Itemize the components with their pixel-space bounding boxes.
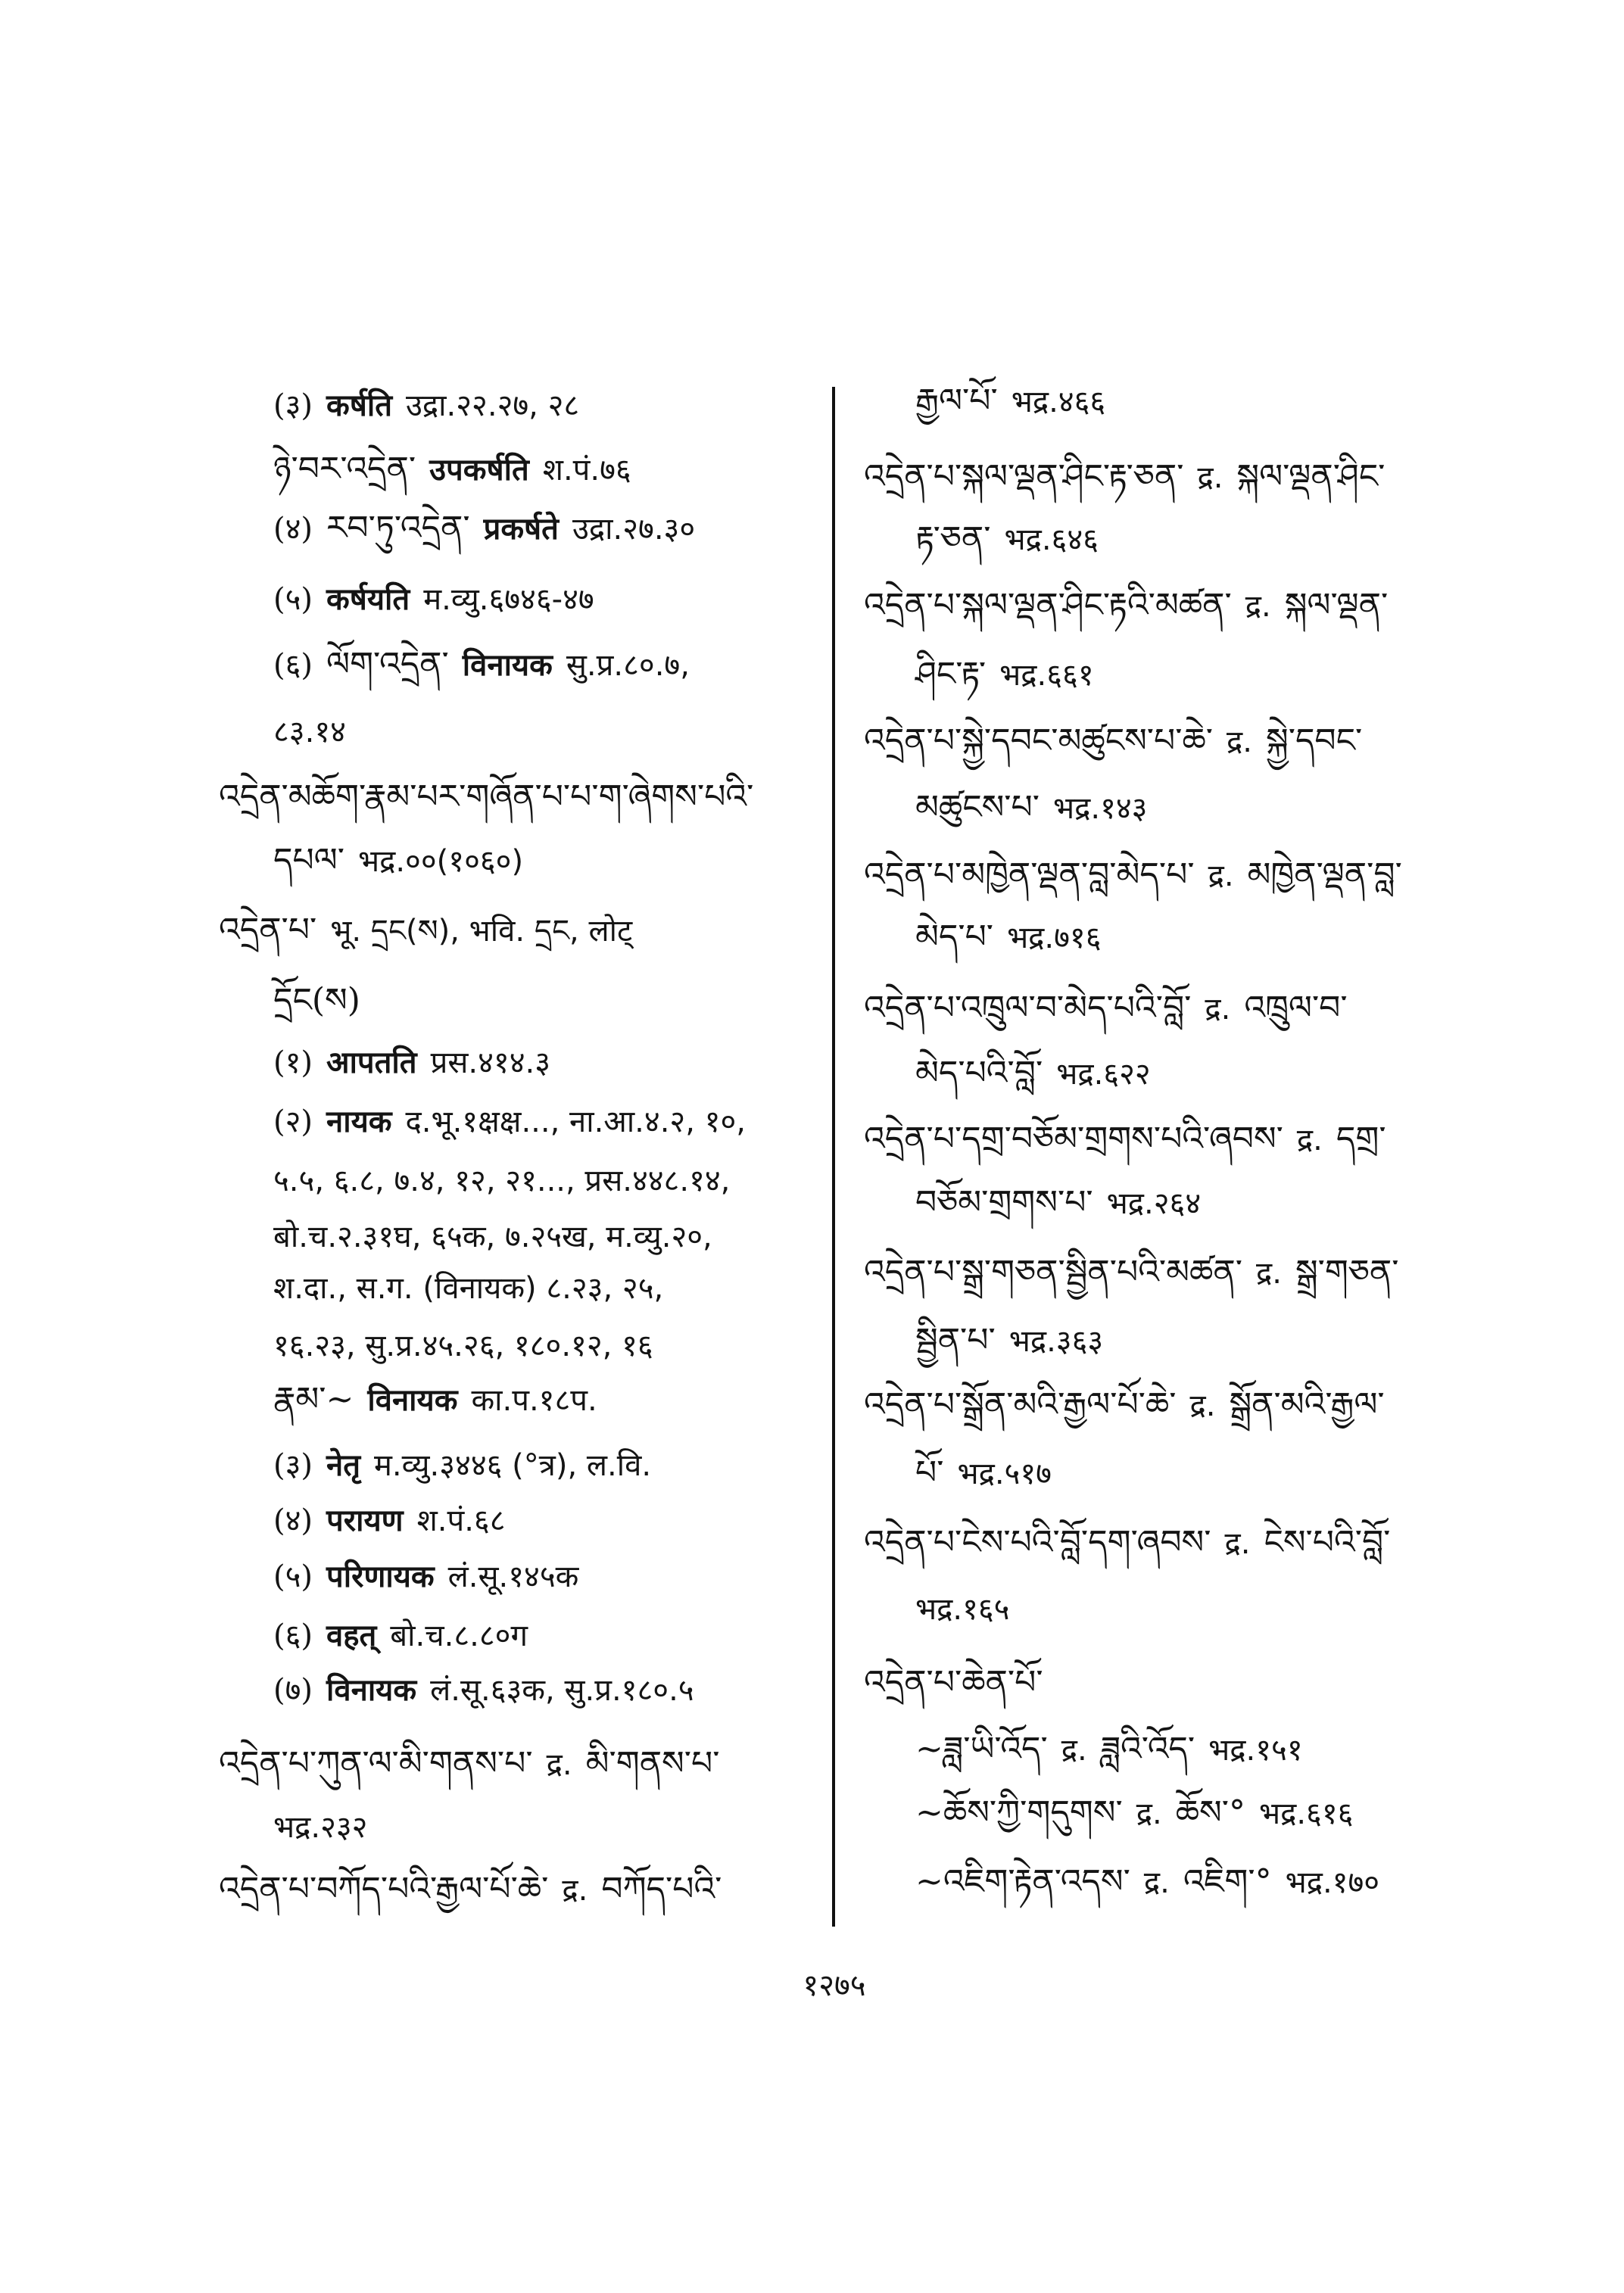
tibetan-term: རབ་ཏུ་འདྲེན་ — [326, 509, 470, 547]
see-also-marker: द्र. — [1227, 724, 1252, 759]
grammar-forms: भू. དྲང(ས), भवि. དྲང, लोट् — [330, 914, 633, 949]
headword-line — [864, 1382, 1398, 1428]
sense-number: (७) — [273, 1673, 313, 1708]
sense-number: (२) — [273, 1104, 313, 1139]
sense-number: (६) — [273, 1618, 313, 1653]
headword-line — [864, 583, 1401, 628]
tibetan-term: བཅོམ་གྲགས་པ་ — [915, 1183, 1093, 1222]
reference: म.व्यु.३४४६ (°त्र), ल.वि. — [374, 1448, 652, 1483]
continuation-line — [915, 652, 1108, 697]
headword-line — [864, 1520, 1404, 1566]
reference: भद्र.१५१ — [1208, 1733, 1303, 1768]
sense-line — [273, 1099, 759, 1145]
see-also-marker: द्र. — [1205, 992, 1231, 1027]
reference: भद्र.१६५ — [915, 1592, 1010, 1627]
sense-line — [273, 506, 709, 551]
tibetan-headword: འདྲེན་པ་སྐལ་ལྡན་ཤིང་རྟ་ཅན་ — [864, 457, 1184, 496]
tibetan-headword: འདྲེན་པ་བཀོད་པའི་རྒྱལ་པོ་ཆེ་ — [219, 1870, 549, 1908]
continuation-line — [915, 914, 1115, 960]
headword-line — [864, 454, 1398, 500]
continuation-line — [915, 785, 1161, 830]
see-also-marker: द्र. — [1208, 858, 1234, 893]
cross-reference-target: མི་གནས་པ་ — [585, 1744, 720, 1783]
cross-reference-target: ཆོས་° — [1175, 1793, 1245, 1832]
cross-reference-target: བཀོད་པའི་ — [601, 1870, 722, 1908]
reference: श.पं.६८ — [416, 1503, 506, 1538]
sanskrit-equivalent: आपतति — [326, 1045, 417, 1080]
tibetan-term: སྦྱིན་པ་ — [915, 1321, 996, 1360]
tibetan-term: རྟ་ཅན་ — [915, 519, 991, 558]
sense-line — [273, 1040, 564, 1086]
tibetan-headword: འདྲེན་མཆོག་རྣམ་པར་གཞོན་པ་པ་ག་ཞེགས་པའི་ — [219, 777, 754, 816]
continuation-line — [915, 1051, 1164, 1096]
reference: भद्र.२६४ — [1106, 1186, 1202, 1221]
continuation-line — [273, 1805, 381, 1850]
reference: ५.५, ६.८, ७.४, १२, २१..., प्रस.४४८.१४, — [273, 1164, 731, 1198]
see-also-marker: द्र. — [1061, 1733, 1087, 1768]
sense-number: (५) — [273, 1559, 313, 1594]
reference: ८३.१४ — [273, 715, 346, 749]
tibetan-headword: འདྲེན་པ་མཁྱེན་ལྡན་བླ་མེད་པ་ — [864, 855, 1195, 894]
reference: श.पं.७६ — [542, 453, 631, 488]
reference: भद्र.००(१०६०) — [357, 844, 524, 879]
reference: उद्रा.२२.२७, २८ — [406, 388, 580, 423]
cross-reference-target: སྐྱེ་དབང་ — [1266, 721, 1363, 760]
headword-line — [219, 908, 646, 953]
sense-number: (६) — [273, 648, 313, 683]
cross-reference-target: མཁྱེན་ལྡན་བླ་ — [1247, 855, 1402, 894]
right-column — [842, 0, 1599, 2293]
tibetan-term: ཤིང་རྟ་ — [915, 655, 987, 693]
cross-reference-target: ཟླའི་འོད་ — [1100, 1730, 1195, 1768]
sanskrit-equivalent: विनायक — [326, 1673, 417, 1708]
tibetan-term: མེད་པའི་བློ་ — [915, 1054, 1043, 1092]
sense-line — [273, 1377, 611, 1422]
tibetan-term: ཉེ་བར་འདྲེན་ — [273, 450, 416, 488]
sense-line — [273, 447, 645, 492]
sanskrit-equivalent: विनायक — [462, 648, 553, 683]
sub-entry-line — [915, 1859, 1393, 1905]
tibetan-headword: འདྲེན་པ་སྐྱེ་དབང་མཚུངས་པ་ཆེ་ — [864, 721, 1214, 760]
continuation-line — [273, 978, 374, 1023]
sense-number: (५) — [273, 582, 313, 617]
headword-line — [219, 1867, 735, 1912]
see-also-marker: द्र. — [1143, 1865, 1170, 1900]
continuation-line — [915, 1450, 1065, 1496]
headword-line — [219, 774, 767, 820]
sub-entry-line — [915, 1790, 1367, 1836]
tibetan-term: མེད་པ་ — [915, 918, 994, 956]
see-also-marker: द्र. — [1245, 589, 1271, 624]
tibetan-term: ལོག་འདྲེན་ — [326, 645, 449, 684]
continuation-line — [273, 1266, 677, 1311]
sense-number: (४) — [273, 1503, 313, 1538]
sense-line — [273, 1443, 665, 1488]
reference: भद्र.६२२ — [1056, 1057, 1151, 1092]
see-also-marker: द्र. — [1197, 460, 1223, 495]
see-also-marker: द्र. — [562, 1873, 588, 1908]
sense-line — [273, 1554, 592, 1600]
continuation-line — [273, 838, 537, 883]
see-also-marker: द्र. — [546, 1747, 572, 1782]
page-number: १२७५ — [803, 1968, 866, 2003]
tibetan-term: ~ཟླ་ཡི་འོད་ — [915, 1730, 1048, 1768]
tibetan-headword: འདྲེན་པ་ཆེན་པོ་ — [864, 1663, 1043, 1702]
reference: उद्रा.२७.३० — [572, 512, 696, 547]
reference: भद्र.१४३ — [1053, 791, 1148, 826]
column-divider — [832, 387, 835, 1927]
sanskrit-equivalent: परिणायक — [326, 1559, 435, 1594]
tibetan-term: རྒྱལ་པོ་ — [915, 382, 998, 420]
see-also-marker: द्र. — [1296, 1123, 1323, 1157]
reference: भद्र.४६६ — [1011, 385, 1106, 419]
continuation-line — [915, 1318, 1117, 1363]
sanskrit-equivalent: कर्षयति — [326, 582, 410, 617]
reference: लं.सू.६३क, सु.प्र.१८०.५ — [430, 1673, 694, 1708]
tibetan-term: རྣམ་~ — [273, 1380, 354, 1419]
reference: भद्र.२३२ — [273, 1810, 368, 1845]
sanskrit-equivalent: प्रकर्षते — [483, 512, 559, 547]
sense-number: (३) — [273, 1448, 313, 1483]
sanskrit-equivalent: उपकर्षति — [429, 453, 529, 488]
sanskrit-equivalent: वहत् — [326, 1618, 377, 1653]
headword-line — [864, 852, 1416, 898]
see-also-marker: द्र. — [1224, 1526, 1251, 1561]
sanskrit-equivalent: नेतृ — [326, 1448, 361, 1483]
tibetan-term: དཔལ་ — [273, 841, 344, 880]
tibetan-headword: འདྲེན་པ་ — [219, 911, 317, 949]
sanskrit-equivalent: परायण — [326, 1503, 404, 1538]
reference: भद्र.३६३ — [1008, 1324, 1104, 1359]
reference: बो.च.८.८०ग — [390, 1618, 528, 1653]
sense-number: (१) — [273, 1045, 313, 1080]
cross-reference-target: འཁྲུལ་བ་ — [1244, 989, 1348, 1027]
continuation-line — [915, 1180, 1214, 1226]
cross-reference-target: སྐལ་ལྡན་ — [1284, 586, 1389, 625]
cross-reference-target: དགྲ་ — [1336, 1120, 1386, 1158]
sense-line — [273, 1613, 541, 1659]
sanskrit-equivalent: कर्षति — [326, 388, 393, 423]
sense-line — [273, 577, 608, 622]
continuation-line — [273, 709, 360, 755]
headword-line — [864, 1250, 1412, 1295]
tibetan-headword: འདྲེན་པ་སྐལ་ལྡན་ཤིང་རྟའི་མཚན་ — [864, 586, 1232, 625]
continuation-line — [915, 1587, 1023, 1632]
headword-line — [864, 1117, 1400, 1162]
tibetan-headword: འདྲེན་པ་འཁྲུལ་བ་མེད་པའི་བློ་ — [864, 989, 1192, 1027]
reference: भद्र.६१६ — [1258, 1796, 1354, 1831]
reference: भद्र.७१६ — [1007, 921, 1102, 955]
sense-line — [273, 1498, 519, 1544]
see-also-marker: द्र. — [1189, 1388, 1216, 1423]
tibetan-headword: འདྲེན་པ་སྒྲ་གཅན་སྦྱིན་པའི་མཚན་ — [864, 1253, 1242, 1291]
continuation-line — [915, 516, 1112, 562]
tibetan-term: ~ཆོས་ཀྱི་གདུགས་ — [915, 1793, 1123, 1832]
sense-number: (३) — [273, 388, 313, 423]
tibetan-term: པོ་ — [915, 1453, 944, 1492]
headword-line — [219, 1741, 733, 1787]
reference: म.व्यु.६७४६-४७ — [423, 582, 594, 617]
continuation-line — [273, 1214, 726, 1260]
tibetan-term: མཚུངས་པ་ — [915, 788, 1040, 827]
sense-line — [273, 383, 593, 428]
reference: भद्र.६६१ — [999, 658, 1094, 693]
tibetan-headword: འདྲེན་པ་ངེས་པའི་བློ་དག་ཞབས་ — [864, 1523, 1211, 1562]
headword-line — [864, 986, 1361, 1031]
tibetan-headword: འདྲེན་པ་ཀུན་ལ་མི་གནས་པ་ — [219, 1744, 533, 1783]
reference: का.प.१८प. — [471, 1383, 597, 1418]
cross-reference-target: སྒྲོན་མའི་རྒྱལ་ — [1229, 1385, 1385, 1424]
tibetan-headword: འདྲེན་པ་སྒྲོན་མའི་རྒྱལ་པོ་ཆེ་ — [864, 1385, 1177, 1424]
tibetan-headword: འདྲེན་པ་དགྲ་བཅོམ་གྲགས་པའི་ཞབས་ — [864, 1120, 1283, 1158]
sub-entry-line — [915, 1727, 1317, 1772]
sense-line — [273, 642, 703, 687]
reference: लं.सू.१४५क — [447, 1559, 579, 1594]
reference: भद्र.५१७ — [957, 1456, 1052, 1491]
continuation-line — [273, 1323, 667, 1369]
tibetan-term: དྲོང(ས) — [273, 981, 360, 1020]
headword-line — [864, 718, 1376, 764]
see-also-marker: द्र. — [1255, 1256, 1282, 1291]
cross-reference-target: སྒྲ་གཅན་ — [1295, 1253, 1399, 1291]
tibetan-term: ~འཇིག་རྟེན་འདས་ — [915, 1862, 1130, 1901]
reference: बो.च.२.३१घ, ६५क, ७.२५ख, म.व्यु.२०, — [273, 1220, 712, 1254]
reference: भद्र.६४६ — [1004, 522, 1099, 557]
continuation-line — [915, 379, 1119, 424]
sense-line — [273, 1668, 708, 1713]
reference: १६.२३, सु.प्र.४५.२६, १८०.१२, १६ — [273, 1329, 653, 1363]
reference: प्रस.४१४.३ — [430, 1045, 551, 1080]
cross-reference-target: སྐལ་ལྡན་ཤིང་ — [1236, 457, 1386, 496]
sanskrit-equivalent: नायक — [326, 1104, 392, 1139]
headword-line — [864, 1660, 1057, 1706]
sanskrit-equivalent: विनायक — [367, 1383, 458, 1418]
see-also-marker: द्र. — [1136, 1796, 1162, 1831]
sense-number: (४) — [273, 512, 313, 547]
continuation-line — [273, 1158, 743, 1204]
reference: द.भू.१क्षक्ष..., ना.आ.४.२, १०, — [405, 1104, 746, 1139]
reference: भद्र.१७० — [1285, 1865, 1380, 1900]
reference: श.दा., स.ग. (विनायक) ८.२३, २५, — [273, 1271, 664, 1306]
cross-reference-target: འཇིག་° — [1183, 1862, 1272, 1901]
reference: सु.प्र.८०.७, — [566, 648, 690, 683]
cross-reference-target: ངེས་པའི་བློ་ — [1264, 1523, 1391, 1562]
